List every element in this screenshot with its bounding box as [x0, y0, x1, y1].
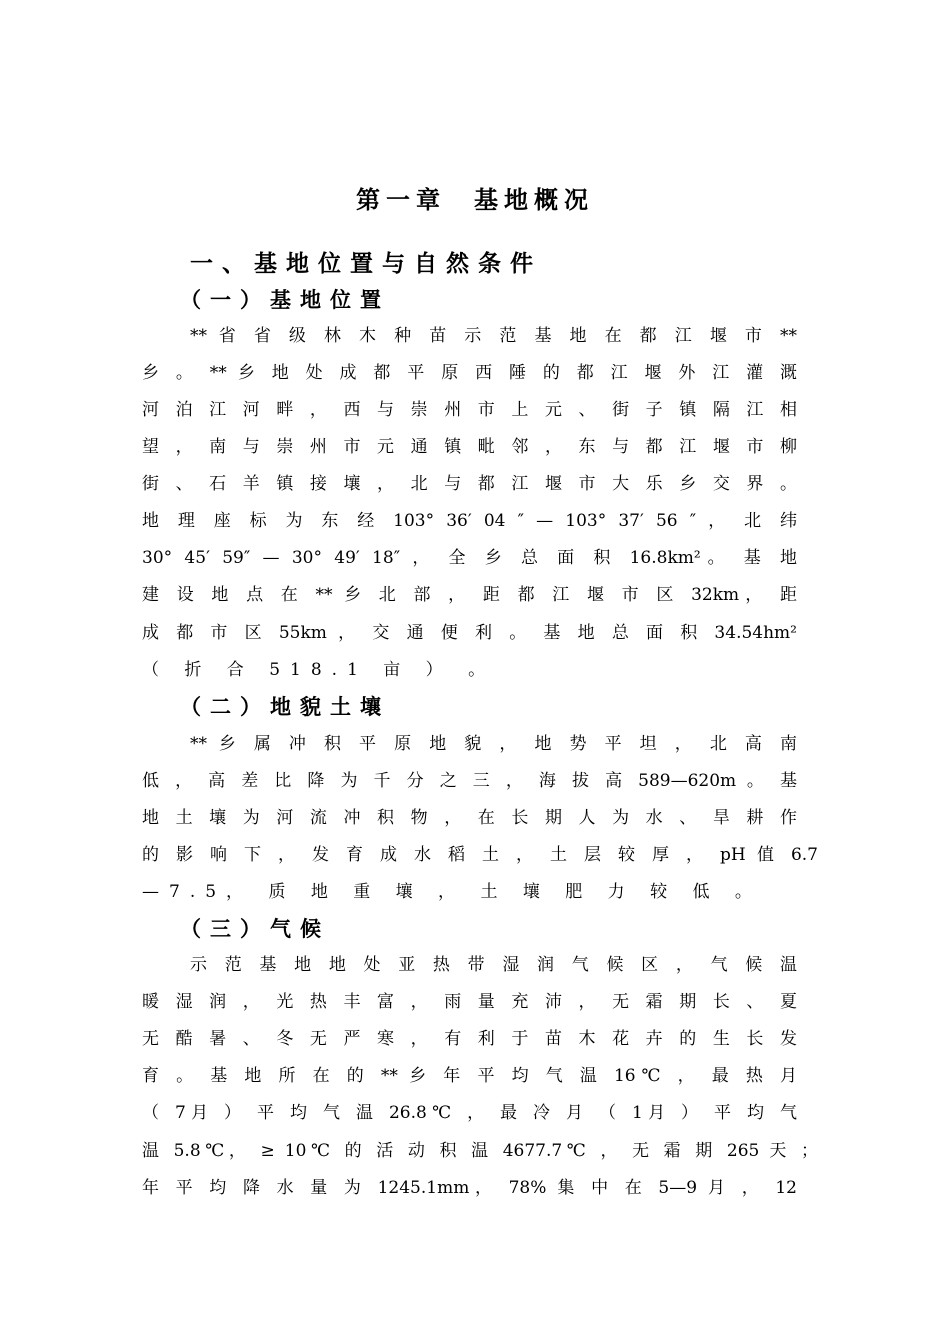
- paragraph-line: —7.5， 质 地 重 壤 ， 土 壤 肥 力 较 低 。: [142, 882, 762, 902]
- paragraph-line: 年 平 均 降 水 量 为 1245.1mm， 78% 集 中 在 5—9 月 ， 12: [142, 1178, 797, 1198]
- paragraph-line: 河 泊 江 河 畔 ， 西 与 崇 州 市 上 元 、 街 子 镇 隔 江 相: [142, 400, 797, 420]
- paragraph-line: ** 省 省 级 林 木 种 苗 示 范 基 地 在 都 江 堰 市 **: [190, 326, 797, 346]
- paragraph-line: 成 都 市 区 55km ， 交 通 便 利 。 基 地 总 面 积 34.54hm²: [142, 623, 797, 643]
- paragraph-line: 温 5.8℃， ≥ 10℃ 的 活 动 积 温 4677.7℃ ， 无 霜 期 265 天 ；: [142, 1141, 818, 1161]
- paragraph-line: 30° 45′ 59″ — 30° 49′ 18″ ， 全 乡 总 面 积 16.8km²。 基 地: [142, 548, 797, 568]
- paragraph-line: 建 设 地 点 在 ** 乡 北 部 ， 距 都 江 堰 市 区 32km， 距: [142, 585, 797, 605]
- paragraph-line: 暖 湿 润 ， 光 热 丰 富 ， 雨 量 充 沛 ， 无 霜 期 长 、 夏: [142, 992, 797, 1012]
- paragraph-line: 低 ， 高 差 比 降 为 千 分 之 三 ， 海 拔 高 589—620m 。 基: [142, 771, 797, 791]
- subsection-heading-location: （一）基地位置: [180, 288, 390, 312]
- subsection-heading-climate: （三）气候: [180, 917, 330, 941]
- paragraph-line: （ 折 合 518.1 亩 ） 。: [142, 660, 496, 680]
- paragraph-line: 望 ， 南 与 崇 州 市 元 通 镇 毗 邻 ， 东 与 都 江 堰 市 柳: [142, 437, 797, 457]
- paragraph-line: ** 乡 属 冲 积 平 原 地 貌 ， 地 势 平 坦 ， 北 高 南: [190, 734, 797, 754]
- subsection-heading-terrain-soil: （二）地貌土壤: [180, 695, 390, 719]
- chapter-number: 第一章: [356, 186, 446, 214]
- paragraph-line: 街 、 石 羊 镇 接 壤 ， 北 与 都 江 堰 市 大 乐 乡 交 界 。: [142, 474, 797, 494]
- paragraph-line: 育 。 基 地 所 在 的 ** 乡 年 平 均 气 温 16℃ ， 最 热 月: [142, 1066, 797, 1086]
- chapter-heading: [0, 180, 950, 220]
- paragraph-line: 地 理 座 标 为 东 经 103° 36′ 04 ″ — 103° 37′ 56 ″ ， 北 纬: [142, 511, 797, 531]
- paragraph-line: 乡 。 ** 乡 地 处 成 都 平 原 西 陲 的 都 江 堰 外 江 灌 溉: [142, 363, 797, 383]
- paragraph-line: （ 7月 ） 平 均 气 温 26.8℃ ， 最 冷 月 （ 1月 ） 平 均 气: [142, 1103, 797, 1123]
- paragraph-line: 地 土 壤 为 河 流 冲 积 物 ， 在 长 期 人 为 水 、 旱 耕 作: [142, 808, 797, 828]
- section-heading: 一、基地位置与自然条件: [190, 251, 542, 277]
- paragraph-line: 示 范 基 地 地 处 亚 热 带 湿 润 气 候 区 ， 气 候 温: [190, 955, 797, 975]
- paragraph-line: 的 影 响 下 ， 发 育 成 水 稻 土 ， 土 层 较 厚 ， pH 值 6.7: [142, 845, 818, 865]
- chapter-title: 基地概况: [474, 186, 594, 214]
- paragraph-line: 无 酷 暑 、 冬 无 严 寒 ， 有 利 于 苗 木 花 卉 的 生 长 发: [142, 1029, 797, 1049]
